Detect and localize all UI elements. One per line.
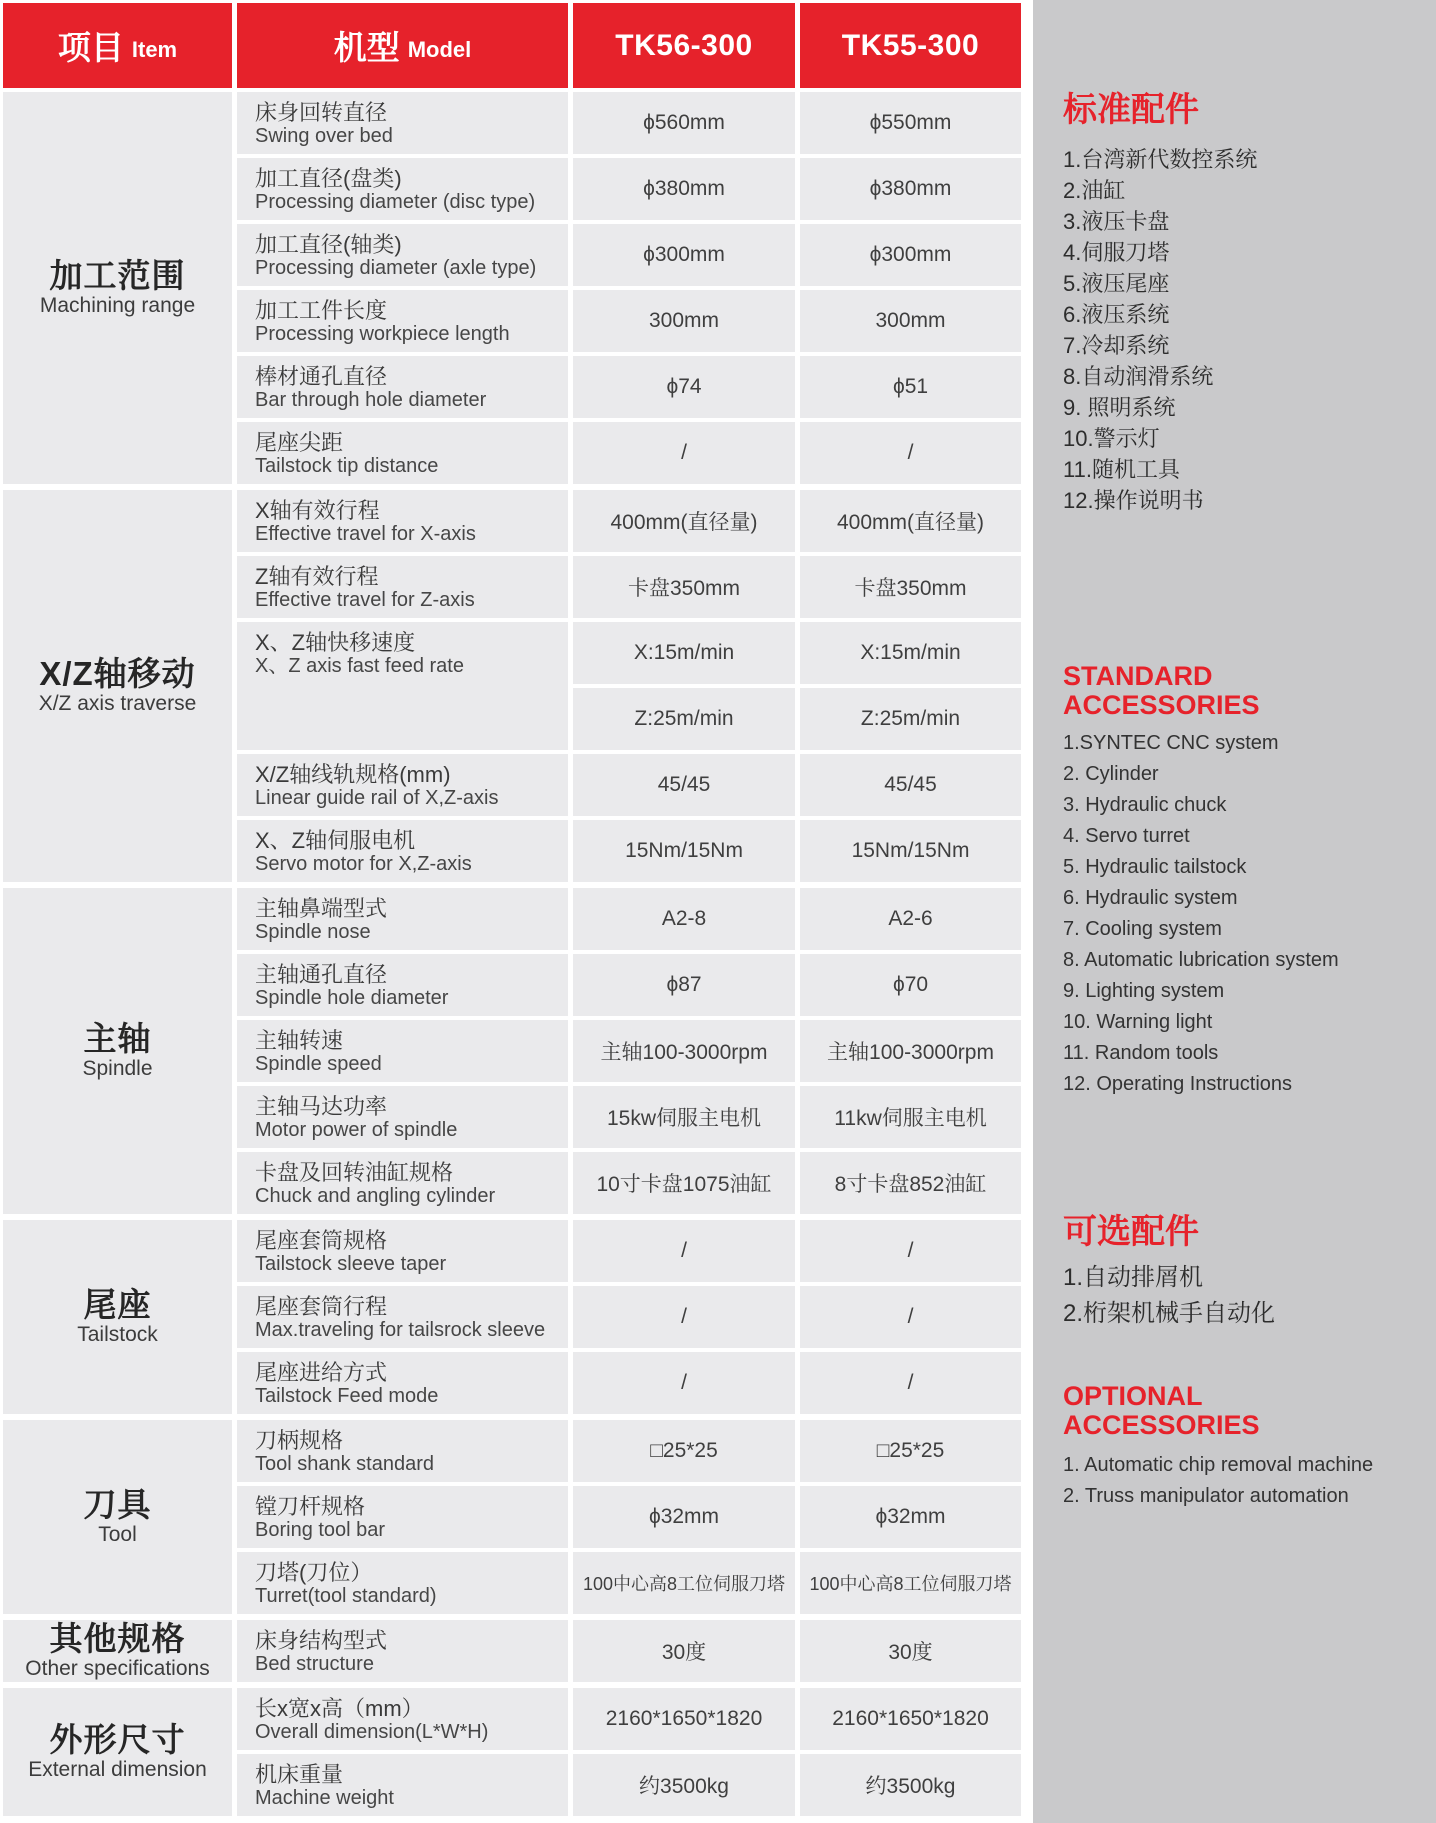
row-label-zh: 加工工件长度 <box>255 298 388 323</box>
category-cell <box>3 1688 232 1816</box>
row-label-zh: 尾座尖距 <box>255 430 344 455</box>
spec-value: □25*25 <box>800 1420 1021 1482</box>
spec-section <box>3 888 1026 1214</box>
accessory-list-item: 10. Warning light <box>1063 1011 1213 1033</box>
spec-value: 15Nm/15Nm <box>573 820 795 882</box>
category-label-zh: 其他规格 <box>49 1620 186 1657</box>
row-label-en: Servo motor for X,Z-axis <box>255 853 472 875</box>
spec-row <box>237 422 1021 484</box>
header-item-en: Item <box>131 36 178 62</box>
category-label-zh: X/Z轴移动 <box>39 655 196 692</box>
accessory-list-item: 6.液压系统 <box>1063 302 1170 327</box>
spec-value: ϕ560mm <box>573 92 795 154</box>
spec-value: 300mm <box>573 290 795 352</box>
header-model-cell <box>237 3 568 88</box>
spec-value: 15kw伺服主电机 <box>573 1086 795 1148</box>
header-item-cell <box>3 3 232 88</box>
spec-table-body <box>3 92 1026 1816</box>
row-label-zh: X/Z轴线轨规格(mm) <box>255 762 451 787</box>
accessory-list-item: 1.自动排屑机 <box>1063 1264 1204 1291</box>
spec-value: / <box>800 1352 1021 1414</box>
accessory-list-item: 9. 照明系统 <box>1063 395 1176 420</box>
spec-row <box>237 1552 1021 1614</box>
category-cell <box>3 92 232 484</box>
category-label-en: Tool <box>98 1523 137 1546</box>
accessory-list-item: 2. Truss manipulator automation <box>1063 1485 1349 1507</box>
spec-row <box>237 490 1021 552</box>
row-label-zh: 棒材通孔直径 <box>255 364 388 389</box>
row-label-en: Processing diameter (disc type) <box>255 191 536 213</box>
accessory-list-item: 3. Hydraulic chuck <box>1063 794 1227 816</box>
row-label <box>237 1086 568 1148</box>
header-model-zh: 机型 <box>333 29 400 66</box>
row-label-zh: 尾座套筒行程 <box>255 1294 388 1319</box>
category-cell <box>3 1220 232 1414</box>
spec-value: □25*25 <box>573 1420 795 1482</box>
spec-row <box>237 1754 1021 1816</box>
section-rows <box>237 1220 1021 1414</box>
category-cell <box>3 888 232 1214</box>
category-label-en: X/Z axis traverse <box>38 692 197 715</box>
row-label <box>237 820 568 882</box>
spec-value: 45/45 <box>573 754 795 816</box>
row-label <box>237 1552 568 1614</box>
spec-row <box>237 158 1021 220</box>
optional-accessories-list-zh <box>1063 1260 1419 1332</box>
category-cell <box>3 1420 232 1614</box>
spec-value: ϕ51 <box>800 356 1021 418</box>
spec-row <box>237 1086 1021 1148</box>
category-cell <box>3 490 232 882</box>
header-model-en: Model <box>407 36 472 62</box>
row-label-zh: 主轴马达功率 <box>255 1094 388 1119</box>
row-label-zh: 长x宽x高（mm） <box>255 1696 424 1721</box>
category-label-en: Other specifications <box>25 1657 210 1680</box>
row-label <box>237 158 568 220</box>
spec-value: ϕ550mm <box>800 92 1021 154</box>
spec-value: / <box>800 1220 1021 1282</box>
spec-value: 8寸卡盘852油缸 <box>800 1152 1021 1214</box>
section-rows <box>237 490 1021 882</box>
spec-row <box>237 92 1021 154</box>
spec-value: / <box>573 1352 795 1414</box>
accessory-list-item: 11. Random tools <box>1063 1042 1219 1064</box>
spec-section <box>3 1620 1026 1682</box>
spec-value: 100中心高8工位伺服刀塔 <box>573 1552 795 1614</box>
row-label <box>237 290 568 352</box>
spec-section <box>3 92 1026 484</box>
accessory-list-item: 9. Lighting system <box>1063 980 1225 1002</box>
row-label-en: Machine weight <box>255 1787 394 1809</box>
spec-row <box>237 820 1021 882</box>
spec-value: Z:25m/min <box>573 688 795 750</box>
spec-value: / <box>800 422 1021 484</box>
spec-value: 主轴100-3000rpm <box>800 1020 1021 1082</box>
category-label-en: Spindle <box>82 1057 153 1080</box>
spec-value: ϕ380mm <box>573 158 795 220</box>
category-label-zh: 外形尺寸 <box>49 1721 186 1758</box>
row-label-zh: 卡盘及回转油缸规格 <box>255 1160 454 1185</box>
spec-value: 300mm <box>800 290 1021 352</box>
row-label <box>237 1486 568 1548</box>
row-label-en: Spindle speed <box>255 1053 382 1075</box>
spec-value: ϕ300mm <box>800 224 1021 286</box>
row-label-en: Processing diameter (axle type) <box>255 257 537 279</box>
spec-value: 100中心高8工位伺服刀塔 <box>800 1552 1021 1614</box>
row-label-zh: 刀柄规格 <box>255 1428 344 1453</box>
row-label-zh: 主轴鼻端型式 <box>255 896 388 921</box>
row-label-zh: 加工直径(轴类) <box>255 232 402 257</box>
spec-value: 2160*1650*1820 <box>800 1688 1021 1750</box>
value-subcolumn <box>800 622 1021 750</box>
row-label <box>237 490 568 552</box>
row-label-en: Overall dimension(L*W*H) <box>255 1721 489 1743</box>
header-model-a: TK56-300 <box>573 3 795 88</box>
category-label-zh: 刀具 <box>83 1486 152 1523</box>
accessory-list-item: 7. Cooling system <box>1063 918 1222 940</box>
spec-row <box>237 888 1021 950</box>
spec-row <box>237 622 1021 750</box>
row-label-zh: X、Z轴快移速度 <box>255 630 416 655</box>
spec-row <box>237 1420 1021 1482</box>
spec-value: 11kw伺服主电机 <box>800 1086 1021 1148</box>
accessory-list-item: 12. Operating Instructions <box>1063 1073 1293 1095</box>
spec-section <box>3 490 1026 882</box>
spec-section <box>3 1220 1026 1414</box>
row-label-zh: 刀塔(刀位） <box>255 1560 373 1585</box>
spec-value: ϕ300mm <box>573 224 795 286</box>
row-label-en: Spindle hole diameter <box>255 987 449 1009</box>
standard-accessories-list-zh <box>1063 144 1419 516</box>
spec-row <box>237 356 1021 418</box>
row-label-en: Effective travel for X-axis <box>255 523 476 545</box>
category-label-en: Machining range <box>39 294 196 317</box>
spec-row <box>237 224 1021 286</box>
accessory-list-item: 12.操作说明书 <box>1063 488 1204 513</box>
standard-accessories-list-en <box>1063 728 1419 1100</box>
spec-row <box>237 754 1021 816</box>
spec-value: ϕ87 <box>573 954 795 1016</box>
row-label-en: Tailstock Feed mode <box>255 1385 439 1407</box>
row-label <box>237 556 568 618</box>
spec-value: 400mm(直径量) <box>573 490 795 552</box>
accessory-list-item: 7.冷却系统 <box>1063 333 1170 358</box>
spec-value: 30度 <box>800 1620 1021 1682</box>
row-label <box>237 92 568 154</box>
accessory-list-item: 2. Cylinder <box>1063 763 1159 785</box>
accessory-list-item: 10.警示灯 <box>1063 426 1160 451</box>
accessory-list-item: 11.随机工具 <box>1063 457 1180 482</box>
accessory-list-item: 4. Servo turret <box>1063 825 1190 847</box>
row-label <box>237 224 568 286</box>
row-label-zh: X轴有效行程 <box>255 498 380 523</box>
row-label <box>237 888 568 950</box>
spec-value: A2-6 <box>800 888 1021 950</box>
category-label-en: External dimension <box>28 1758 207 1781</box>
spec-row <box>237 1688 1021 1750</box>
spec-value: 45/45 <box>800 754 1021 816</box>
row-label-zh: 床身结构型式 <box>255 1628 388 1653</box>
section-rows <box>237 92 1021 484</box>
accessory-list-item: 2.油缸 <box>1063 178 1126 203</box>
row-label-en: Linear guide rail of X,Z-axis <box>255 787 499 809</box>
row-label-zh: 床身回转直径 <box>255 100 388 125</box>
row-label <box>237 1152 568 1214</box>
optional-accessories-list-en <box>1063 1450 1419 1512</box>
category-label-en: Tailstock <box>77 1323 158 1346</box>
accessory-list-item: 5. Hydraulic tailstock <box>1063 856 1247 878</box>
spec-row <box>237 1286 1021 1348</box>
spec-row <box>237 954 1021 1016</box>
header-item-zh: 项目 <box>57 29 124 66</box>
spec-row <box>237 1620 1021 1682</box>
spec-row <box>237 556 1021 618</box>
standard-accessories-title-zh: 标准配件 <box>1063 91 1199 129</box>
spec-value: A2-8 <box>573 888 795 950</box>
row-label-zh: 主轴转速 <box>255 1028 344 1053</box>
spec-value: 约3500kg <box>573 1754 795 1816</box>
row-label-en: Swing over bed <box>255 125 393 147</box>
row-label <box>237 356 568 418</box>
accessory-list-item: 8.自动润滑系统 <box>1063 364 1214 389</box>
row-label <box>237 1688 568 1750</box>
table-header-row <box>3 3 1026 88</box>
value-subcolumn <box>573 622 795 750</box>
row-label-en: Max.traveling for tailsrock sleeve <box>255 1319 546 1341</box>
spec-value: 10寸卡盘1075油缸 <box>573 1152 795 1214</box>
section-rows <box>237 1420 1021 1614</box>
row-label <box>237 1754 568 1816</box>
row-label <box>237 1286 568 1348</box>
spec-section <box>3 1688 1026 1816</box>
row-label-zh: 尾座进给方式 <box>255 1360 388 1385</box>
row-label <box>237 1420 568 1482</box>
accessory-list-item: 6. Hydraulic system <box>1063 887 1238 909</box>
accessory-list-item: 5.液压尾座 <box>1063 271 1170 296</box>
row-label-en: Motor power of spindle <box>255 1119 458 1141</box>
accessory-list-item: 1. Automatic chip removal machine <box>1063 1454 1374 1476</box>
row-label-en: Tailstock sleeve taper <box>255 1253 447 1275</box>
category-cell <box>3 1620 232 1682</box>
accessory-list-item: 4.伺服刀塔 <box>1063 240 1170 265</box>
spec-value: 2160*1650*1820 <box>573 1688 795 1750</box>
row-label-en: Tool shank standard <box>255 1453 435 1475</box>
spec-value: / <box>573 1286 795 1348</box>
row-label <box>237 1620 568 1682</box>
row-label-zh: 加工直径(盘类) <box>255 166 402 191</box>
category-label-zh: 主轴 <box>83 1020 152 1057</box>
row-label <box>237 1020 568 1082</box>
spec-row <box>237 1486 1021 1548</box>
row-label-en: Effective travel for Z-axis <box>255 589 475 611</box>
spec-row <box>237 1020 1021 1082</box>
category-label-zh: 加工范围 <box>49 257 186 294</box>
spec-row <box>237 1352 1021 1414</box>
spec-value: X:15m/min <box>800 622 1021 684</box>
spec-value: ϕ70 <box>800 954 1021 1016</box>
row-label-zh: Z轴有效行程 <box>255 564 379 589</box>
accessory-list-item: 2.桁架机械手自动化 <box>1063 1300 1276 1327</box>
row-label-en: Bar through hole diameter <box>255 389 487 411</box>
spec-value: Z:25m/min <box>800 688 1021 750</box>
section-rows <box>237 1688 1021 1816</box>
row-label <box>237 622 568 750</box>
row-label <box>237 422 568 484</box>
spec-value: / <box>573 422 795 484</box>
spec-value: ϕ32mm <box>573 1486 795 1548</box>
accessory-list-item: 1.SYNTEC CNC system <box>1063 732 1279 754</box>
spec-value: 30度 <box>573 1620 795 1682</box>
spec-row <box>237 290 1021 352</box>
spec-value: ϕ74 <box>573 356 795 418</box>
row-label-zh: 尾座套筒规格 <box>255 1228 388 1253</box>
section-rows <box>237 888 1021 1214</box>
row-label-en: Processing workpiece length <box>255 323 510 345</box>
accessory-list-item: 3.液压卡盘 <box>1063 209 1170 234</box>
spec-value: 卡盘350mm <box>800 556 1021 618</box>
spec-value: 主轴100-3000rpm <box>573 1020 795 1082</box>
spec-value: X:15m/min <box>573 622 795 684</box>
spec-value: / <box>573 1220 795 1282</box>
row-label-zh: 主轴通孔直径 <box>255 962 388 987</box>
row-label <box>237 1352 568 1414</box>
spec-row <box>237 1220 1021 1282</box>
category-label-zh: 尾座 <box>83 1286 152 1323</box>
spec-section <box>3 1420 1026 1614</box>
row-label-en: Boring tool bar <box>255 1519 386 1541</box>
row-label <box>237 1220 568 1282</box>
row-label-en: Spindle nose <box>255 921 371 943</box>
row-label <box>237 954 568 1016</box>
spec-value: 约3500kg <box>800 1754 1021 1816</box>
row-label-zh: 镗刀杆规格 <box>255 1494 366 1519</box>
row-label-en: Tailstock tip distance <box>255 455 439 477</box>
spec-value: 400mm(直径量) <box>800 490 1021 552</box>
spec-value: / <box>800 1286 1021 1348</box>
row-label-en: X、Z axis fast feed rate <box>255 655 464 677</box>
spec-value: ϕ32mm <box>800 1486 1021 1548</box>
optional-accessories-title-en: OPTIONAL ACCESSORIES <box>1063 1381 1260 1440</box>
row-label-en: Turret(tool standard) <box>255 1585 437 1607</box>
row-label-zh: 机床重量 <box>255 1762 344 1787</box>
accessory-list-item: 8. Automatic lubrication system <box>1063 949 1339 971</box>
row-label-zh: X、Z轴伺服电机 <box>255 828 416 853</box>
spec-value: 卡盘350mm <box>573 556 795 618</box>
accessory-list-item: 1.台湾新代数控系统 <box>1063 147 1258 172</box>
row-label <box>237 754 568 816</box>
spec-value: 15Nm/15Nm <box>800 820 1021 882</box>
standard-accessories-title-en: STANDARD ACCESSORIES <box>1063 661 1260 720</box>
accessories-panel <box>1033 0 1436 1823</box>
spec-value: ϕ380mm <box>800 158 1021 220</box>
header-model-b: TK55-300 <box>800 3 1021 88</box>
spec-row <box>237 1152 1021 1214</box>
row-label-en: Chuck and angling cylinder <box>255 1185 496 1207</box>
row-label-en: Bed structure <box>255 1653 374 1675</box>
optional-accessories-title-zh: 可选配件 <box>1063 1213 1199 1251</box>
section-rows <box>237 1620 1021 1682</box>
